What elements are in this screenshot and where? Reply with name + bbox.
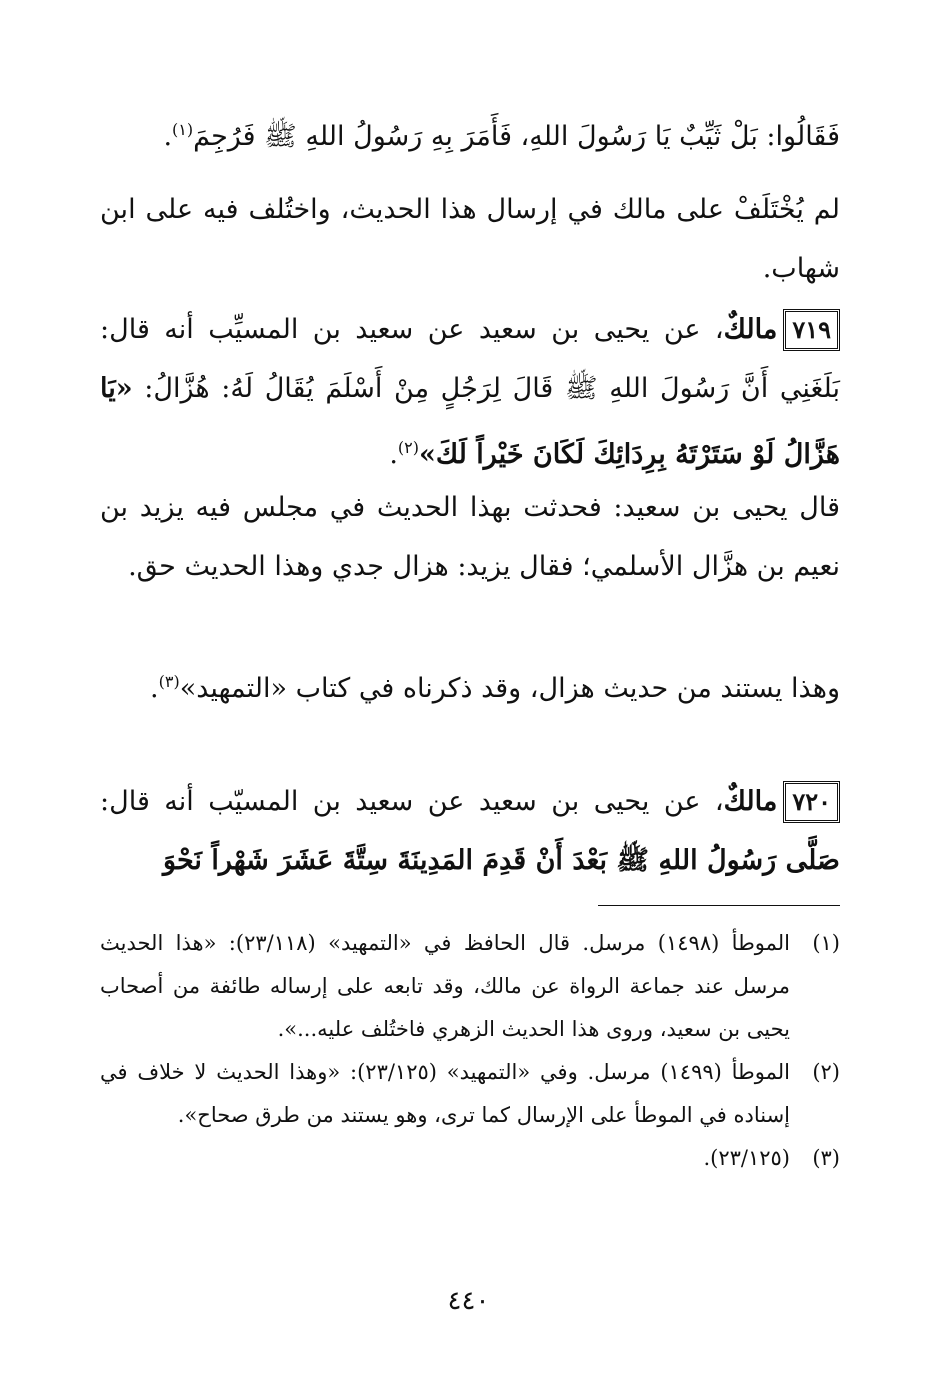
footnote-2 — [100, 1051, 840, 1137]
paragraph-4: قال يحيى بن سعيد: فحدثت بهذا الحديث في مجلس فيه يزيد بن نعيم بن هزَّال الأسلمي؛ فقال يزيد: هزال جدي وهذا الحديث حق. — [100, 492, 840, 582]
hadith-720-intro: ، عن يحيى بن سعيد عن سعيد بن المسيّب أنه قال: — [100, 786, 724, 817]
page-number: ٤٤٠ — [447, 1286, 490, 1316]
hadith-719-quote: «يَا هَزَّالُ لَوْ سَتَرْتَهُ بِرِدَائِكَ لَكَانَ خَيْراً لَكَ» — [100, 373, 840, 470]
footnote-divider — [598, 905, 840, 906]
paragraph-5-text: وهذا يستند من حديث هزال، وقد ذكرناه في كتاب «التمهيد» — [179, 673, 840, 704]
hadith-719-end: . — [389, 439, 398, 470]
footnote-marker: (٢) — [812, 1060, 840, 1084]
footnote-text: (٢٣/١٢٥). — [703, 1146, 790, 1170]
hadith-720-narrator: مالكٌ — [723, 786, 778, 817]
paragraph-1-end: . — [163, 121, 173, 152]
hadith-720 — [100, 772, 840, 890]
hadith-719 — [100, 300, 840, 484]
hadith-719-narrator: مالكٌ — [723, 314, 778, 345]
paragraph-5 — [100, 652, 840, 718]
hadith-number-720: ٧٢٠ — [783, 781, 840, 823]
hadith-719-intro: ، عن يحيى بن سعيد عن سعيد بن المسيِّب أنه قال: بَلَغَنِي أَنَّ رَسُولَ اللهِ ﷺ قَالَ لِرَجُلٍ مِنْ أَسْلَمَ يُقَالُ لَهُ: هُزَّالُ: — [100, 314, 840, 404]
footnote-marker: (١) — [812, 931, 840, 955]
footnotes — [100, 922, 840, 1180]
footnote-text: الموطأ (١٤٩٨) مرسل. قال الحافظ في «التمهيد» (٢٣/١١٨): «هذا الحديث مرسل عند جماعة الرواة عن مالك، وقد تابعه على إرساله طائفة من أصحاب يحيى بن سعيد، وروى هذا الحديث الزهري فاختُلف عليه...». — [100, 931, 791, 1041]
footnote-ref-1: (١) — [172, 120, 194, 139]
footnote-ref-2: (٢) — [397, 438, 420, 457]
footnote-3 — [100, 1137, 840, 1180]
footnote-text: الموطأ (١٤٩٩) مرسل. وفي «التمهيد» (٢٣/١٢٥): «وهذا الحديث لا خلاف في إسناده في الموطأ على الإرسال كما ترى، وهو يستند من طرق صحاح». — [100, 1060, 790, 1127]
footnote-ref-3: (٣) — [158, 672, 180, 691]
paragraph-5-end: . — [150, 673, 159, 704]
footnote-marker: (٣) — [812, 1146, 840, 1170]
hadith-number-719: ٧١٩ — [783, 309, 840, 351]
paragraph-1-text: فَقَالُوا: بَلْ ثَيِّبٌ يَا رَسُولَ اللهِ، فَأَمَرَ بِهِ رَسُولُ اللهِ ﷺ فَرُجِمَ — [193, 121, 840, 152]
hadith-720-quote: صَلَّى رَسُولُ اللهِ ﷺ بَعْدَ أَنْ قَدِمَ المَدِينَةَ سِتَّةَ عَشَرَ شَهْراً نَحْوَ — [163, 845, 840, 876]
paragraph-2: لم يُخْتَلَفْ على مالك في إرسال هذا الحديث، واختُلف فيه على ابن شهاب. — [100, 194, 840, 284]
paragraph-1 — [100, 100, 840, 166]
footnote-1 — [100, 922, 840, 1051]
